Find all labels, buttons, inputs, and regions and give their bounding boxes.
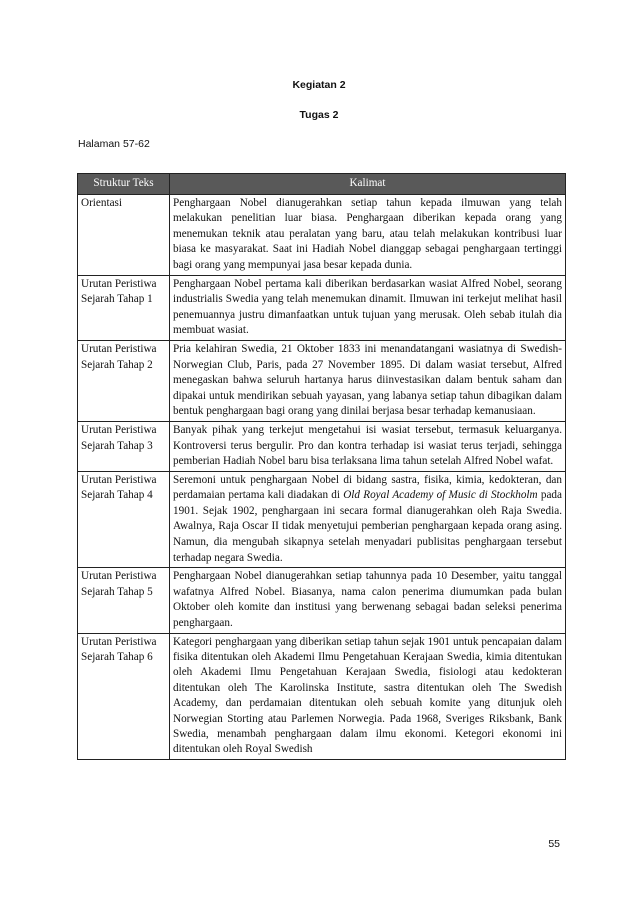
header-struktur-teks: Struktur Teks bbox=[78, 174, 170, 195]
table-row bbox=[78, 471, 566, 568]
text-structure-table bbox=[77, 173, 566, 760]
kalimat-cell: Kategori penghargaan yang diberikan setiap tahun sejak 1901 untuk pencapaian dalam fisika ditentukan oleh Akademi Ilmu Pengetahuan Kerajaan Swedia, kimia ditentukan oleh Akademi Ilmu Pengetahuan Kerajaan Swedia, fisiologi atau kedokteran ditentukan oleh The Karolinska Institute, sastra ditentukan oleh The Swedish Academy, dan perdamaian ditentukan oleh sebuah komite yang ditunjuk oleh Norwegian Storting atau Parlemen Norwegia. Pada 1968, Sveriges Riksbank, Bank Swedia, menambah penghargaan dalam ilmu ekonomi. Ketegori ekonomi ini ditentukan oleh Royal Swedish bbox=[170, 633, 566, 759]
page-title: Kegiatan 2 bbox=[292, 79, 346, 91]
kalimat-cell bbox=[170, 471, 566, 568]
kalimat-cell: Pria kelahiran Swedia, 21 Oktober 1833 ini menandatangani wasiatnya di Swedish-Norwegian Club, Paris, pada 27 November 1895. Di dalam wasiat tersebut, Alfred menegaskan bahwa seluruh hartanya harus diinvestasikan dalam bentuk saham dan dipakai untuk mendirikan sebuah yayasan, yang labanya setiap tahun dibagikan dalam bentuk penghargaan bagi orang yang dinilai berjasa besar terhadap kemanusiaan. bbox=[170, 340, 566, 421]
page-number: 55 bbox=[548, 838, 560, 850]
struktur-cell: Urutan Peristiwa Sejarah Tahap 3 bbox=[78, 421, 170, 471]
struktur-cell: Urutan Peristiwa Sejarah Tahap 4 bbox=[78, 471, 170, 568]
table-row bbox=[78, 568, 566, 633]
table-row bbox=[78, 340, 566, 421]
table-row bbox=[78, 633, 566, 759]
page-subtitle: Tugas 2 bbox=[299, 109, 339, 121]
struktur-cell: Urutan Peristiwa Sejarah Tahap 1 bbox=[78, 275, 170, 340]
table-row bbox=[78, 421, 566, 471]
page-reference: Halaman 57-62 bbox=[78, 138, 150, 150]
struktur-cell: Urutan Peristiwa Sejarah Tahap 2 bbox=[78, 340, 170, 421]
table-row bbox=[78, 275, 566, 340]
table-row bbox=[78, 194, 566, 275]
table-header-row bbox=[78, 174, 566, 195]
struktur-cell: Orientasi bbox=[78, 194, 170, 275]
kalimat-cell: Penghargaan Nobel dianugerahkan setiap tahunnya pada 10 Desember, yaitu tanggal wafatnya Alfred Nobel. Biasanya, nama calon penerima diumumkan pada bulan Oktober oleh komite dan institusi yang berwenang sebagai badan seleksi penerima penghargaan. bbox=[170, 568, 566, 633]
struktur-cell: Urutan Peristiwa Sejarah Tahap 6 bbox=[78, 633, 170, 759]
kalimat-text: Seremoni untuk penghargaan Nobel di bidang sastra, fisika, kimia, kedokteran, dan perdamaian pertama kali diadakan di bbox=[173, 473, 562, 502]
struktur-cell: Urutan Peristiwa Sejarah Tahap 5 bbox=[78, 568, 170, 633]
kalimat-text: pada 1901. Sejak 1902, penghargaan ini secara formal dianugerahkan oleh Raja Swedia. Awalnya, Raja Oscar II tidak menyetujui pemberian penghargaan kepada orang asing. Namun, dia mengubah sikapnya setelah menyadari publisitas penghargaan tersebut terhadap negara Swedia. bbox=[173, 489, 562, 564]
kalimat-cell: Banyak pihak yang terkejut mengetahui isi wasiat tersebut, termasuk keluarganya. Kontroversi terus bergulir. Pro dan kontra terhadap isi wasiat terus terjadi, sehingga pemberian Hadiah Nobel baru bisa terlaksana lima tahun setelah Alfred Nobel wafat. bbox=[170, 421, 566, 471]
kalimat-cell: Penghargaan Nobel dianugerahkan setiap tahun kepada ilmuwan yang telah melakukan penelitian luar biasa. Penghargaan diberikan kepada orang yang menemukan teknik atau peralatan yang baru, atau telah melakukan kontribusi luar biasa ke masyarakat. Saat ini Hadiah Nobel dianggap sebagai penghargaan tertinggi bagi orang yang mempunyai jasa besar kepada dunia. bbox=[170, 194, 566, 275]
header-kalimat: Kalimat bbox=[170, 174, 566, 195]
kalimat-cell: Penghargaan Nobel pertama kali diberikan berdasarkan wasiat Alfred Nobel, seorang industrialis Swedia yang telah menemukan dinamit. Ilmuwan ini terkejut melihat hasil penemuannya justru dimanfaatkan untuk tujuan yang merusak. Oleh sebab itulah dia membuat wasiat. bbox=[170, 275, 566, 340]
kalimat-italic-venue: Old Royal Academy of Music di Stockholm bbox=[343, 489, 538, 502]
